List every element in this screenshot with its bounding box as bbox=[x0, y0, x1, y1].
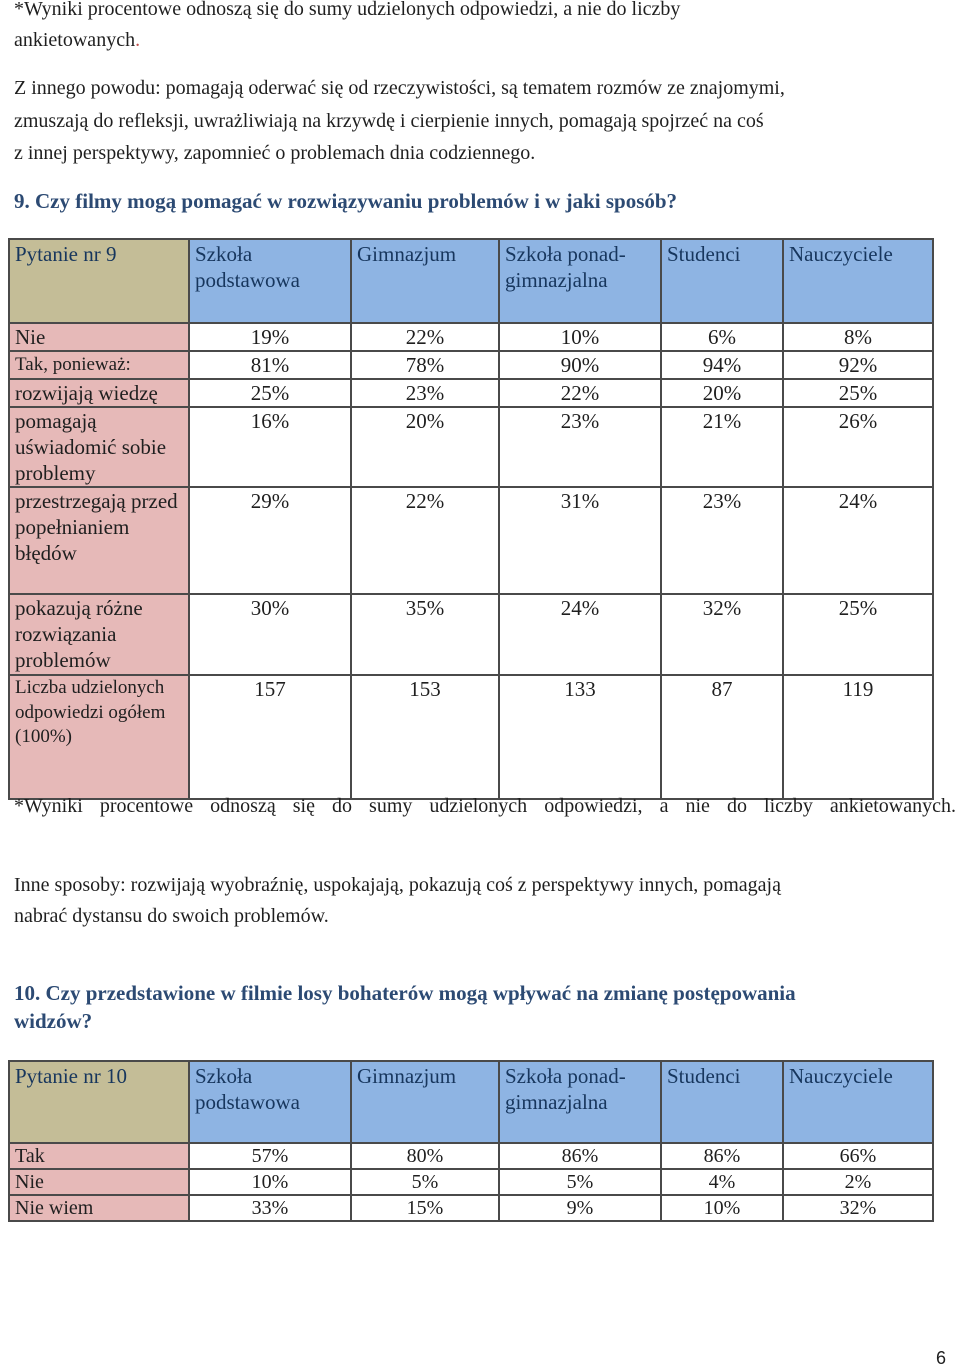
question-10-heading-line1: 10. Czy przedstawione w filmie losy bohaterów mogą wpływać na zmianę postępowania bbox=[14, 981, 796, 1005]
column-header: Nauczyciele bbox=[783, 1061, 933, 1143]
column-header: Szkoła podstawowa bbox=[189, 1061, 351, 1143]
cell-value: 66% bbox=[783, 1143, 933, 1169]
cell-value: 9% bbox=[499, 1195, 661, 1221]
cell-value: 32% bbox=[783, 1195, 933, 1221]
cell-value: 87 bbox=[661, 675, 783, 799]
cell-value: 23% bbox=[499, 407, 661, 487]
table-row bbox=[9, 675, 933, 799]
table-row bbox=[9, 379, 933, 407]
cell-value: 8% bbox=[783, 323, 933, 351]
table-row bbox=[9, 1169, 933, 1195]
column-header: Studenci bbox=[661, 239, 783, 323]
cell-value: 25% bbox=[783, 379, 933, 407]
table-row bbox=[9, 323, 933, 351]
other-ways-line2: nabrać dystansu do swoich problemów. bbox=[14, 905, 329, 927]
column-header: Szkoła podstawowa bbox=[189, 239, 351, 323]
row-label: Nie bbox=[9, 1169, 189, 1195]
para1-line1: Z innego powodu: pomagają oderwać się od rzeczywistości, są tematem rozmów ze znajomymi, bbox=[14, 77, 785, 99]
table-header-row bbox=[9, 239, 933, 323]
cell-value: 57% bbox=[189, 1143, 351, 1169]
question-9-footnote: *Wyniki procentowe odnoszą się do sumy udzielonych odpowiedzi, a nie do liczby ankietowanych. bbox=[14, 795, 956, 817]
question-9-heading: 9. Czy filmy mogą pomagać w rozwiązywaniu problemów i w jaki sposób? bbox=[14, 189, 678, 213]
cell-value: 157 bbox=[189, 675, 351, 799]
cell-value: 22% bbox=[351, 487, 499, 594]
top-footnote-line1: *Wyniki procentowe odnoszą się do sumy udzielonych odpowiedzi, a nie do liczby bbox=[14, 0, 681, 20]
table-header-row bbox=[9, 1061, 933, 1143]
corner-header: Pytanie nr 9 bbox=[9, 239, 189, 323]
cell-value: 20% bbox=[661, 379, 783, 407]
column-header: Gimnazjum bbox=[351, 1061, 499, 1143]
cell-value: 20% bbox=[351, 407, 499, 487]
cell-value: 10% bbox=[499, 323, 661, 351]
top-footnote-line2 bbox=[14, 25, 140, 56]
table-row bbox=[9, 351, 933, 379]
cell-value: 30% bbox=[189, 594, 351, 675]
row-label: przestrzegają przed popełnianiem błędów bbox=[9, 487, 189, 594]
cell-value: 78% bbox=[351, 351, 499, 379]
cell-value: 5% bbox=[499, 1169, 661, 1195]
top-footnote-text: ankietowanych bbox=[14, 29, 136, 51]
para1-line2: zmuszają do refleksji, uwrażliwiają na krzywdę i cierpienie innych, pomagają spojrzeć na coś bbox=[14, 110, 764, 132]
column-header: Szkoła ponad-gimnazjalna bbox=[499, 239, 661, 323]
cell-value: 24% bbox=[783, 487, 933, 594]
column-header: Szkoła ponad-gimnazjalna bbox=[499, 1061, 661, 1143]
row-label: pomagają uświadomić sobie problemy bbox=[9, 407, 189, 487]
row-label: rozwijają wiedzę bbox=[9, 379, 189, 407]
cell-value: 19% bbox=[189, 323, 351, 351]
cell-value: 5% bbox=[351, 1169, 499, 1195]
cell-value: 4% bbox=[661, 1169, 783, 1195]
cell-value: 81% bbox=[189, 351, 351, 379]
cell-value: 33% bbox=[189, 1195, 351, 1221]
cell-value: 6% bbox=[661, 323, 783, 351]
cell-value: 15% bbox=[351, 1195, 499, 1221]
cell-value: 23% bbox=[351, 379, 499, 407]
cell-value: 25% bbox=[783, 594, 933, 675]
table-row bbox=[9, 407, 933, 487]
row-label: Nie wiem bbox=[9, 1195, 189, 1221]
cell-value: 94% bbox=[661, 351, 783, 379]
cell-value: 25% bbox=[189, 379, 351, 407]
cell-value: 90% bbox=[499, 351, 661, 379]
cell-value: 16% bbox=[189, 407, 351, 487]
cell-value: 22% bbox=[351, 323, 499, 351]
cell-value: 35% bbox=[351, 594, 499, 675]
cell-value: 22% bbox=[499, 379, 661, 407]
table-row bbox=[9, 487, 933, 594]
cell-value: 92% bbox=[783, 351, 933, 379]
cell-value: 86% bbox=[661, 1143, 783, 1169]
cell-value: 31% bbox=[499, 487, 661, 594]
row-label: Tak bbox=[9, 1143, 189, 1169]
cell-value: 86% bbox=[499, 1143, 661, 1169]
cell-value: 2% bbox=[783, 1169, 933, 1195]
cell-value: 153 bbox=[351, 675, 499, 799]
cell-value: 133 bbox=[499, 675, 661, 799]
cell-value: 21% bbox=[661, 407, 783, 487]
cell-value: 29% bbox=[189, 487, 351, 594]
column-header: Studenci bbox=[661, 1061, 783, 1143]
row-label: pokazują różne rozwiązania problemów bbox=[9, 594, 189, 675]
table-row bbox=[9, 1195, 933, 1221]
cell-value: 10% bbox=[661, 1195, 783, 1221]
cell-value: 23% bbox=[661, 487, 783, 594]
cell-value: 10% bbox=[189, 1169, 351, 1195]
row-label: Tak, ponieważ: bbox=[9, 351, 189, 379]
cell-value: 24% bbox=[499, 594, 661, 675]
question-10-heading-line2: widzów? bbox=[14, 1009, 93, 1033]
para1-line3: z innej perspektywy, zapomnieć o problemach dnia codziennego. bbox=[14, 142, 536, 164]
cell-value: 26% bbox=[783, 407, 933, 487]
other-ways-line1: Inne sposoby: rozwijają wyobraźnię, uspokajają, pokazują coś z perspektywy innych, pomagają bbox=[14, 874, 781, 896]
corner-header: Pytanie nr 10 bbox=[9, 1061, 189, 1143]
row-label: Nie bbox=[9, 323, 189, 351]
footnote-dot: . bbox=[135, 29, 141, 51]
page-number: 6 bbox=[935, 1348, 946, 1368]
table-question-9 bbox=[8, 238, 934, 800]
table-row bbox=[9, 594, 933, 675]
row-label: Liczba udzielonych odpowiedzi ogółem (100%) bbox=[9, 675, 189, 799]
cell-value: 119 bbox=[783, 675, 933, 799]
column-header: Gimnazjum bbox=[351, 239, 499, 323]
cell-value: 32% bbox=[661, 594, 783, 675]
column-header: Nauczyciele bbox=[783, 239, 933, 323]
table-row bbox=[9, 1143, 933, 1169]
cell-value: 80% bbox=[351, 1143, 499, 1169]
table-question-10 bbox=[8, 1060, 934, 1222]
